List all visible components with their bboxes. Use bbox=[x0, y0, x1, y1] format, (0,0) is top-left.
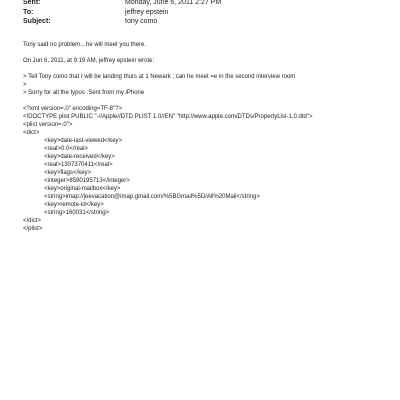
plist-close: </plist> bbox=[23, 226, 43, 232]
subject-label: Subject: bbox=[23, 18, 51, 25]
xml-entry: <real>1307370411</real> bbox=[44, 162, 113, 168]
to-label: To: bbox=[23, 9, 34, 16]
xml-doctype: <!DOCTYPE plist PUBLIC "-//Apple//DTD PLIST 1.0//EN" "http://www.apple.com/DTDs/PropertyList-1.0.dtd"> bbox=[23, 114, 313, 120]
xml-entry: <key>date-received</key> bbox=[44, 154, 115, 160]
dict-close: </dict> bbox=[23, 218, 42, 224]
subject-value: tony como bbox=[125, 18, 158, 25]
attribution-line: On Jun 6, 2011, at 9:19 AM, jeffrey epstein wrote: bbox=[23, 58, 155, 64]
plist-open: <plist version=.0"> bbox=[23, 122, 73, 128]
xml-entry: <key>flags</key> bbox=[44, 170, 92, 176]
xml-entry: <key>original-mailbox</key> bbox=[44, 186, 121, 192]
email-body bbox=[23, 41, 390, 233]
xml-entry: <key>date-last-viewed</key> bbox=[44, 138, 123, 144]
xml-entry: <string>imap://jeevacation@imap.gmail.com/%5BGmail%5D/All%20Mail</string> bbox=[44, 194, 260, 200]
quoted-line: > Sorry for all the typos .Sent from my iPhone bbox=[23, 90, 145, 96]
quoted-line: > bbox=[23, 82, 27, 88]
xml-declaration: <?xml version=.0" encoding=TF-8"?> bbox=[23, 106, 122, 112]
quoted-line: > Tell Tony como that I will be landing thurs at 1 Newark , can he meet =e in the second interview room bbox=[23, 74, 296, 80]
dict-open: <dict> bbox=[23, 130, 40, 136]
xml-entry: <key>remote-id</key> bbox=[44, 202, 104, 208]
to-value: jeffrey epstein bbox=[125, 9, 169, 16]
xml-entry: <real>0.0</real> bbox=[44, 146, 89, 152]
reply-text: Tony said no problem…he will meet you there. bbox=[23, 42, 147, 48]
sent-label: Sent: bbox=[23, 0, 41, 6]
sent-value: Monday, June 6, 2011 2:27 PM bbox=[125, 0, 222, 6]
xml-entry: <integer>8590195713</integer> bbox=[44, 178, 130, 184]
xml-entry: <string>160031</string> bbox=[44, 210, 110, 216]
